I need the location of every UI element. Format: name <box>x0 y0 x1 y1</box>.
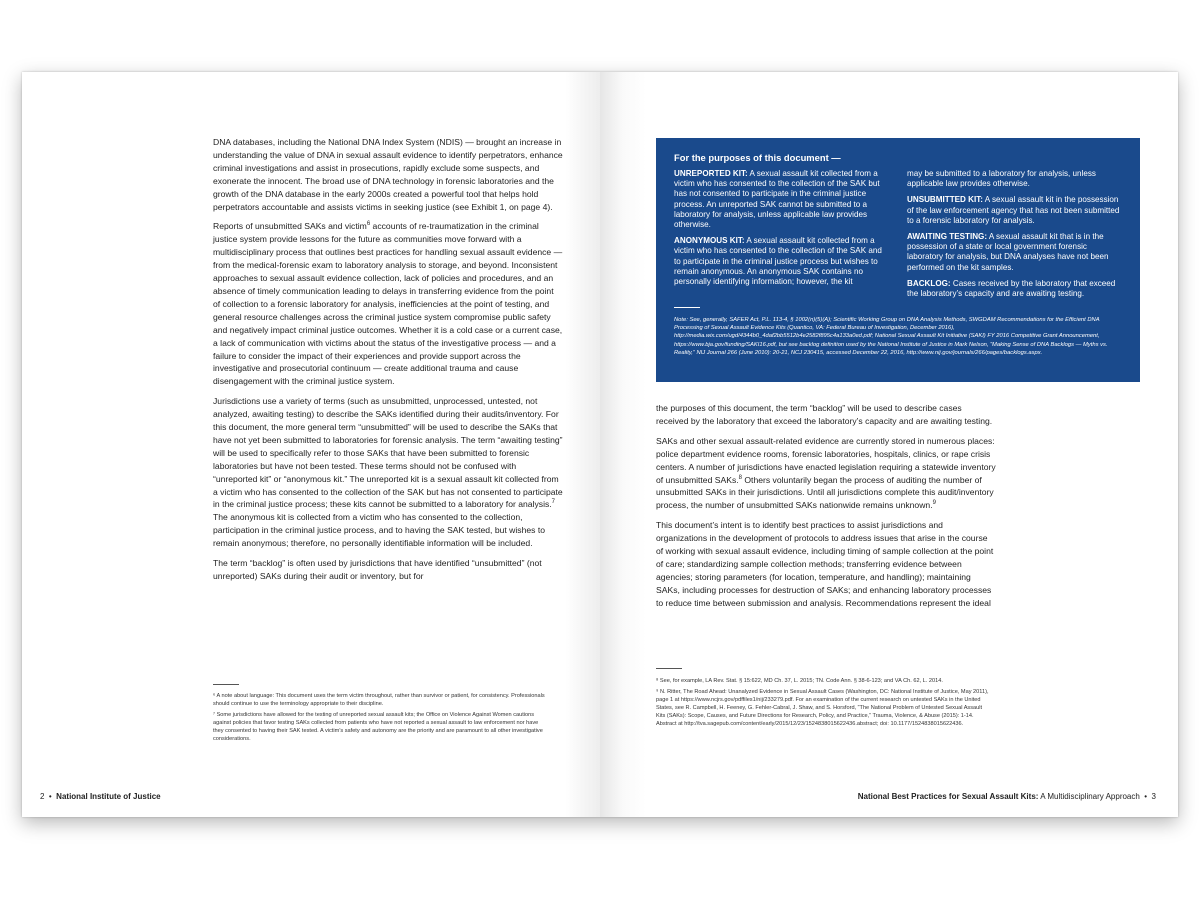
paragraph: the purposes of this document, the term “backlog” will be used to describe cases received by the laboratory that exceed the laboratory’s capacity and are awaiting testing. <box>656 403 993 426</box>
box-column-right <box>907 169 1122 305</box>
footnote-ref[interactable]: 7 <box>551 499 556 506</box>
definition: BACKLOG: Cases received by the laboratory that exceed the laboratory’s capacity and are awaiting testing. <box>907 278 1116 299</box>
definition: UNREPORTED KIT: A sexual assault kit collected from a victim who has consented to the collection of the SAK but has not consented to participate in the criminal justice process. An unreported SAK cannot be submitted to a laboratory for analysis, unless applicable law provides otherwise. <box>674 169 880 230</box>
right-page <box>600 72 1178 817</box>
paragraph: Jurisdictions use a variety of terms (such as unsubmitted, unprocessed, untested, not analyzed, awaiting testing) to describe the SAKs identified during their audits/inventory. For this document, the more general term “unsubmitted” will be used to describe the SAKs that have not yet been submitted to laboratories for forensic analysis. The term “awaiting testing” will be used to specifically refer to those SAKs that have been submitted to forensic laboratories but have not been tested. These terms should not be confused with “unreported kit” or “anonymous kit.” The unreported kit is a sexual assault kit collected from a victim who has consented to the collection of the SAK but has not consented to participate in the criminal justice process; these kits cannot be submitted to a laboratory for analysis.$^7$ The anonymous kit is collected from a victim who has consented to the collection, participation in the criminal justice process, and to having the SAK tested, but wishes to remain anonymous; therefore, no personally identifiable information will be included. <box>213 396 563 549</box>
right-footnotes <box>656 677 991 731</box>
box-column-left <box>674 169 889 305</box>
box-note-divider <box>674 307 700 308</box>
box-note: Note: See, generally, SAFER Act, P.L. 113-4, § 1002(n)(5)(A); Scientific Working Group on DNA Analysis Methods, SWGDAM Recommendations for the Efficient DNA Processing of Sexual Assault Evidence Kits (Quantico, VA: Federal Bureau of Investigation, December 2016), http://media.wix.com/ugd/4344b0_4daf2bb5512b4e2582f895c4a133a0ed.pdf; National Sexual Assault Kit Initiative (SAKI) FY 2016 Competitive Grant Announcement, https://www.bja.gov/funding/SAKI16.pdf, but see backlog definition used by the National Institute of Justice in Mark Nelson, “Making Sense of DNA Backlogs — Myths vs. Reality,” NIJ Journal 266 (June 2010): 20-21, NCJ 230415, accessed December 22, 2016, http://www.nij.gov/journals/266/pages/backlogs.aspx. <box>674 317 1108 356</box>
left-footnotes <box>213 692 548 746</box>
footnote-ref[interactable]: 6 <box>366 221 371 228</box>
definition: UNSUBMITTED KIT: A sexual assault kit in the possession of the law enforcement agency that has not been submitted to a forensic laboratory for analysis. <box>907 195 1120 225</box>
footnote-ref[interactable]: 8 <box>738 474 742 481</box>
paragraph: The term “backlog” is often used by jurisdictions that have identified “unsubmitted” (not unreported) SAKs during their audit or inventory, but for <box>213 558 542 581</box>
paragraph: DNA databases, including the National DNA Index System (NDIS) — brought an increase in understanding the value of DNA in sexual assault evidence to identify perpetrators, enhance criminal investigations and assist in prosecutions, rapidly exclude some suspects, and exonerate the innocent. The broad use of DNA technology in forensic laboratories and the growth of the DNA database in the early 2000s created a powerful tool that helps hold perpetrators accountable and assists victims in seeking justice (see Exhibit 1, on page 4). <box>213 137 563 212</box>
definitions-box <box>656 138 1140 382</box>
definition: ANONYMOUS KIT: A sexual assault kit collected from a victim who has consented to the collection of the SAK and to participate in the criminal justice process but wishes to remain anonymous. An anonymous SAK contains no personally identifying information; however, the kit <box>674 236 882 287</box>
footnote-divider <box>213 684 239 685</box>
footer-subtitle: A Multidisciplinary Approach <box>1038 792 1140 801</box>
paragraph: SAKs and other sexual assault-related evidence are currently stored in numerous places: police department evidence rooms, forensic laboratories, hospitals, clinics, or rape crisis centers. A number of jurisdictions have enacted legislation requiring a statewide inventory of unsubmitted SAKs.$^8$ Others voluntarily began the process of auditing the number of unsubmitted SAKs in their jurisdictions. Until all jurisdictions complete this audit/inventory process, the number of unsubmitted SAKs nationwide remains unknown.$^9$ <box>656 435 996 511</box>
footnote: ⁹ N. Ritter, The Road Ahead: Unanalyzed Evidence in Sexual Assault Cases (Washington, DC: National Institute of Justice, May 2011), page 1 at https://www.ncjrs.gov/pdffiles1/nij/233279.pdf. For an examination of the current research on untested SAKs in the United States, see R. Campbell, H. Feeney, G. Fehler-Cabral, J. Shaw, and S. Horsford, “The National Problem of Untested Sexual Assault Kits (SAKs): Scope, Causes, and Future Directions for Research, Policy, and Practice,” Trauma, Violence, & Abuse (2015): 1-14. Abstract at http://tva.sagepub.com/content/early/2015/12/23/1524838015622436.abstract; doi: 10.1177/1524838015622436. <box>656 689 989 727</box>
footer-separator: • <box>1144 792 1148 801</box>
left-body-text <box>213 136 563 590</box>
footnote: ⁶ A note about language: This document uses the term victim throughout, rather than survivor or patient, for consistency. Professionals should continue to use the terminology appropriate to their discipline. <box>213 693 545 707</box>
box-heading: For the purposes of this document — <box>674 152 841 163</box>
page-number: 3 <box>1151 792 1156 801</box>
page-number: 2 <box>40 792 45 801</box>
left-page-footer <box>40 792 161 801</box>
book-spread <box>22 72 1178 817</box>
footer-title: National Best Practices for Sexual Assault Kits: <box>857 792 1039 801</box>
right-body-text <box>656 402 996 617</box>
footer-org: National Institute of Justice <box>56 792 161 801</box>
footnote-ref[interactable]: 9 <box>932 500 936 507</box>
definition: may be submitted to a laboratory for analysis, unless applicable law provides otherwise. <box>907 169 1096 189</box>
footer-separator: • <box>48 792 52 801</box>
paragraph: This document’s intent is to identify best practices to assist jurisdictions and organizations in the development of protocols to address issues that arise in the course of working with sexual assault evidence, including timing of sample collection at the point of care; standardizing sample collection methods; transferring evidence between agencies; storing parameters (for location, temperature, and handling); maintaining SAKs, including processes for destruction of SAKs; and enhancing laboratory processes to reduce time between submission and analysis. Recommendations represent the ideal <box>656 520 994 608</box>
paragraph: Reports of unsubmitted SAKs and victim$^6$ accounts of re-traumatization in the criminal justice system provide lessons for the future as communities move forward with a multidisciplinary process that outlines best practices for handling sexual assault evidence — from the medical-forensic exam to laboratory analysis to storage, and beyond. Inconsistent approaches to sexual assault evidence collection, lack of policies and procedures, and an absence of timely communication leading to delays in transferring evidence from the point of collection to a forensic laboratory for analysis, inefficiencies at the point of testing, and general resource challenges across the criminal justice system compromise public safety and negatively impact criminal justice outcomes. Whether it is a cold case or a current case, a lack of communication with victims about the status of the investigative process — and a failure to consider the impact of their experiences and provide support across the investigative and prosecutorial continuum — create additional trauma and cause disengagement with the criminal justice system. <box>213 221 563 387</box>
right-page-footer <box>858 792 1156 801</box>
left-page <box>22 72 600 817</box>
definition: AWAITING TESTING: A sexual assault kit that is in the possession of a state or local government forensic laboratory for analysis, but DNA analyses have not been performed on the kit samples. <box>907 232 1109 272</box>
footnote: ⁸ See, for example, LA Rev. Stat. § 15:622, MD Ch. 37, L. 2015; TN. Code Ann. § 38-6-123; and VA Ch. 62, L. 2014. <box>656 678 943 684</box>
footnote: ⁷ Some jurisdictions have allowed for the testing of unreported sexual assault kits; the Office on Violence Against Women cautions against policies that favor testing SAKs collected from patients who have not reported a sexual assault to law enforcement nor have they consented to having their SAK tested. A victim’s safety and autonomy are the priority and are paramount to all other investigative considerations. <box>213 712 543 742</box>
footnote-divider <box>656 668 682 669</box>
